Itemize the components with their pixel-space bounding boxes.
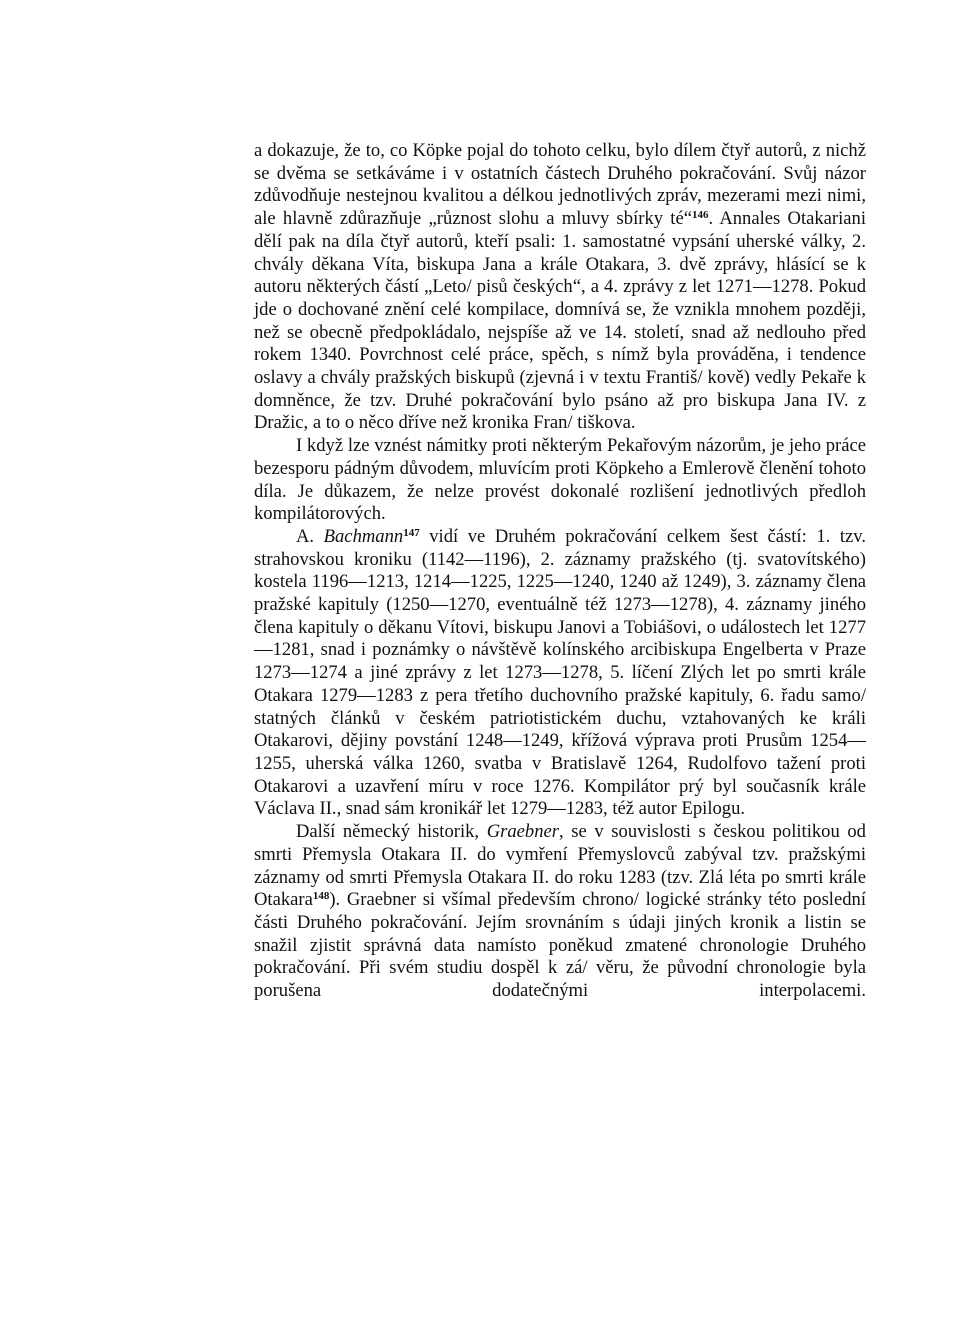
text-run: . Annales Otakariani dělí pak na díla čtyř autorů, kteří psali: 1. samostatné vypsání uherské války, 2. chvály děkana Víta, biskupa Jana a krále Otakara, 3. dvě zprávy, hlásící se k autoru některých částí „Leto/ pisů českých“, a 4. zprávy z let 1271—1278. Pokud jde o dochované znění celé kompilace, domnívá se, že vznikla mnohem později, než se obecně předpokládalo, nejspíše až ve 14. století, snad až nedlouho před rokem 1340. Povrchnost celé práce, spěch, s nímž byla prováděna, i tendence oslavy a chvály pražských biskupů (zjevná i v textu Františ/ kově) vedly Pekaře k domněnce, že tzv. Druhé pokračování bylo psáno až pro biskupa Jana IV. z Dražic, a to o něco dříve než kronika Fran/ tiškova. <box>254 208 866 434</box>
footnote-ref: 148 <box>312 890 330 903</box>
text-run: I když lze vznést námitky proti některým Pekařovým názorům, je jeho práce bezesporu pádným důvodem, mluvícím proti Köpkeho a Emlerově členění tohoto díla. Je důkazem, že nelze provést dokonalé rozlišení jednotlivých předloh kompilátorových. <box>254 435 866 525</box>
text-run: A. <box>296 525 324 547</box>
text-run: ). Graebner si všímal především chrono/ logické stránky této poslední části Druhého pokračování. Jejím srovnáním s údaji jiných kronik a listin se snažil zjistit správná data namísto poněkud zmatené chronologie Druhého pokračování. Při svém studiu dospěl k zá/ věru, že původní chronologie byla porušena dodatečnými interpolacemi. <box>254 889 866 1002</box>
text-run: , se v souvislosti s českou politikou od smrti Přemysla Otakara II. do vymření Přemyslovců zabýval tzv. pražskými záznamy od smrti Přemysla Otakara II. do roku 1283 (tzv. Zlá léta po smrti krále Otakara <box>254 821 866 911</box>
text-run: vidí ve Druhém pokračování celkem šest částí: 1. tzv. strahovskou kroniku (1142—1196), 2. záznamy pražského (tj. svatovítského) kostela 1196—1213, 1214—1225, 1225—1240, 1240 až 1249), 3. záznamy člena pražské kapituly (1250—1270, eventuálně též 1273—1278), 4. záznamy jiného člena kapituly o děkanu Vítovi, biskupu Janovi a Tobiášovi, o událostech let 1277—1281, snad i poznámky o návštěvě kolínského arcibiskupa Engelberta v Praze 1273—1274 a jiné zprávy z let 1273—1278, 5. líčení Zlých let po smrti krále Otakara 1279—1283 z pera třetího duchovního pražské kapituly, 6. řadu samo/ statných článků v českém patriotistickém duchu, vztahovaných ke králi Otakarovi, dějiny povstání 1248—1249, křížová výprava proti Prusům 1254—1255, uherská válka 1260, svatba v Bratislavě 1264, Rudolfovo tažení proti Otakarovi a uzavření míru v roce 1276. Kompilátor prý byl současník krále Václava II., snad sám kronikář let 1279—1283, též autor Epilogu. <box>254 525 866 820</box>
document-page <box>254 140 866 1003</box>
paragraph-3 <box>254 526 866 821</box>
footnote-ref: 147 <box>403 526 420 539</box>
text-run: a dokazuje, že to, co Köpke pojal do tohoto celku, bylo dílem čtyř autorů, z nichž se dvěma se setkáváme i v ostatních částech Druhého pokračování. Svůj názor zdůvodňuje nestejnou kvalitou a délkou jednotlivých zpráv, mezerami mezi nimi, ale hlavně zdůrazňuje „různost slohu a mluvy sbírky té“ <box>254 140 866 230</box>
author-name: Bachmann <box>323 525 404 547</box>
author-name: Graebner <box>486 821 559 843</box>
paragraph-1 <box>254 140 866 435</box>
footnote-ref: 146 <box>691 209 709 222</box>
text-run: Další německý historik, <box>296 821 487 843</box>
paragraph-4 <box>254 821 866 1003</box>
paragraph-2 <box>254 435 866 526</box>
